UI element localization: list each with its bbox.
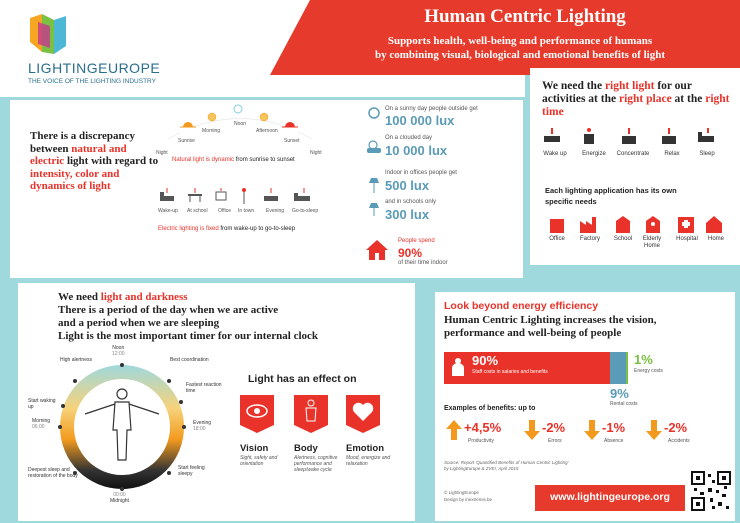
discrepancy-text: There is a discrepancy between natural and electric light with regard to intensity, color and dynamics of light xyxy=(30,130,159,192)
benefit-errors-value: -2% xyxy=(542,420,566,435)
benefit-productivity-label: Productivity xyxy=(468,438,494,444)
noon-sun-icon xyxy=(234,105,242,113)
lux-caption-schools: and in schools only xyxy=(385,199,437,205)
arrow-down-icon xyxy=(646,420,662,440)
benefit-accidents-label: Accidents xyxy=(668,438,690,444)
lux-caption-offices: Indoor in offices people get xyxy=(385,170,457,176)
sunrise-icon xyxy=(180,122,196,133)
staff-cost-value: 90% xyxy=(472,353,499,368)
sofa-icon xyxy=(264,188,278,201)
elderly-home-icon xyxy=(646,216,660,233)
school-desk-icon xyxy=(188,188,202,202)
lux-value-sunny: 100 000 lux xyxy=(385,113,455,128)
clock-fastest-reaction: Fastest reaction time xyxy=(186,382,222,394)
indoor-caption: People spend xyxy=(398,238,435,244)
darkness-line-2: There is a period of the day when we are active xyxy=(58,304,279,316)
right-light-heading: We need the right light for our activities at the right place at the right time xyxy=(542,80,730,118)
source-note-2: by LightingEurope & ZVEI, April 2015 xyxy=(444,466,519,471)
staff-people-icon xyxy=(448,356,468,378)
darkness-line-3: and a period when we are sleeping xyxy=(58,317,220,329)
clock-noon: Noon 12:00 xyxy=(112,345,125,357)
lamp-icon xyxy=(369,203,379,216)
relax-icon xyxy=(662,128,676,144)
body-label: Body xyxy=(294,443,318,454)
place-home: Home xyxy=(707,236,724,242)
arrow-up-icon xyxy=(446,420,462,440)
hospital-icon xyxy=(678,217,694,233)
school-icon xyxy=(616,216,630,233)
benefit-absence-value: -1% xyxy=(602,420,626,435)
place-school: School xyxy=(613,236,633,242)
indoor-tail: of their time indoor xyxy=(398,260,448,266)
darkness-heading: We need light and darkness xyxy=(58,291,188,303)
benefit-errors-label: Errors xyxy=(548,438,562,444)
sun-path-diagram xyxy=(150,103,330,163)
activity-concentrate: Concentrate xyxy=(616,151,650,157)
rental-cost-segment xyxy=(610,352,626,384)
activity-icons xyxy=(542,128,722,148)
street-lamp-icon xyxy=(242,188,246,204)
emotion-label: Emotion xyxy=(346,443,384,454)
energy-cost-value: 1% xyxy=(634,352,653,367)
place-elderly-home: Elderly Home xyxy=(642,236,662,249)
electric-light-caption: Electric lighting is fixed from wake-up to go-to-sleep xyxy=(158,226,296,232)
body-icon xyxy=(294,395,328,433)
sun-label-sunrise: Sunrise xyxy=(178,138,195,144)
sun-label-noon: Noon xyxy=(234,121,246,127)
afternoon-sun-icon xyxy=(260,113,268,121)
place-hospital: Hospital xyxy=(676,236,698,242)
sun-label-night-2: Night xyxy=(310,150,322,156)
morning-sun-icon xyxy=(208,113,216,121)
electric-lighting-icons xyxy=(158,188,328,206)
beyond-line-2: performance and well-being of people xyxy=(444,327,622,339)
office-icon xyxy=(216,188,226,200)
energy-cost-label: Energy costs xyxy=(634,368,663,374)
logo-name: LIGHTINGEUROPE xyxy=(28,60,161,76)
lux-value-clouded: 10 000 lux xyxy=(385,143,448,158)
darkness-line-4: Light is the most important timer for our internal clock xyxy=(58,330,319,342)
electric-label-sleep: Go-to-sleep xyxy=(292,208,319,214)
electric-label-evening: Evening xyxy=(266,208,285,214)
lux-value-offices: 500 lux xyxy=(385,178,430,193)
activity-relax: Relax xyxy=(664,151,680,157)
sun-label-sunset: Sunset xyxy=(284,138,300,144)
activity-energize: Energize xyxy=(582,151,606,157)
vision-icon xyxy=(240,395,274,433)
lux-icons xyxy=(365,103,385,223)
effects-title: Light has an effect on xyxy=(248,373,357,385)
electric-label-school: At school xyxy=(187,208,208,214)
house-icon xyxy=(365,238,389,262)
natural-light-caption: Natural light is dynamic from sunrise to sunset xyxy=(172,157,295,163)
electric-label-town: In town xyxy=(238,208,255,214)
sun-label-afternoon: Afternoon xyxy=(256,128,278,134)
logo-tagline: THE VOICE OF THE LIGHTING INDUSTRY xyxy=(28,78,156,85)
examples-label: Examples of benefits: up to xyxy=(444,405,536,412)
electric-label-office: Office xyxy=(218,208,231,214)
rental-cost-label: Rental costs xyxy=(610,401,638,407)
lux-caption-sunny: On a sunny day people outside get xyxy=(385,106,478,112)
sun-icon xyxy=(369,108,379,118)
copyright: © LightingEurope xyxy=(444,490,479,495)
sleep-bed-icon xyxy=(294,188,310,201)
vision-desc: Sight, safety and orientation xyxy=(240,455,278,467)
sleep-icon xyxy=(698,128,714,142)
moon-icon xyxy=(164,129,172,138)
clock-deepest-sleep: Deepest sleep and restoration of the body xyxy=(28,467,78,479)
clock-start-waking: Start waking up xyxy=(28,398,56,410)
lightingeurope-logo-icon xyxy=(28,12,68,56)
arrow-down-icon xyxy=(584,420,600,440)
benefit-accidents-value: -2% xyxy=(664,420,688,435)
staff-cost-label: Staff costs in salaries and benefits xyxy=(472,369,548,375)
clock-evening: Evening 18:00 xyxy=(193,420,212,432)
clock-feeling-sleepy: Start feeling sleepy xyxy=(178,465,205,477)
lux-caption-clouded: On a clouded day xyxy=(385,135,433,141)
cloud-sun-icon xyxy=(367,141,381,153)
sunset-icon xyxy=(282,122,298,133)
clock-midnight: 00:00 Midnight xyxy=(110,492,129,504)
beyond-title: Look beyond energy efficiency xyxy=(444,300,599,312)
clock-high-alertness: High alertness xyxy=(60,357,92,363)
clock-best-coordination: Best coordination xyxy=(170,357,209,363)
place-factory: Factory xyxy=(579,236,600,242)
lux-value-schools: 300 lux xyxy=(385,207,430,222)
website-link[interactable]: www.lightingeurope.org xyxy=(550,491,670,503)
design-credit: Design by inextremis.be xyxy=(444,497,493,502)
arrow-down-icon xyxy=(524,420,540,440)
electric-label-wakeup: Wake-up xyxy=(158,208,178,214)
banner-subtitle-1: Supports health, well-being and performance of humans xyxy=(387,35,653,47)
staff-cost-segment xyxy=(444,352,610,384)
activity-wake-up: Wake up xyxy=(543,151,567,157)
rental-cost-value: 9% xyxy=(610,386,629,401)
emotion-icon xyxy=(346,395,380,433)
banner-subtitle-2: by combining visual, biological and emotional benefits of light xyxy=(374,49,665,61)
needs-text: Each lighting application has its own specific needs xyxy=(545,186,677,206)
benefit-productivity-value: +4,5% xyxy=(464,420,502,435)
indoor-value: 90% xyxy=(398,246,423,260)
place-office: Office xyxy=(549,236,565,242)
vision-label: Vision xyxy=(240,443,269,454)
concentrate-icon xyxy=(622,128,636,144)
banner-title: Human Centric Lighting xyxy=(424,6,626,27)
lamp-icon xyxy=(369,178,379,193)
benefit-absence-label: Absence xyxy=(604,438,624,444)
home-icon xyxy=(706,216,722,233)
place-icons xyxy=(548,213,728,235)
beyond-line-1: Human Centric Lighting increases the vision, xyxy=(444,314,657,326)
activity-sleep: Sleep xyxy=(699,151,715,157)
qr-code-icon[interactable] xyxy=(690,470,732,512)
energy-cost-segment xyxy=(626,352,628,384)
clock-morning: Morning 06:00 xyxy=(32,418,51,430)
sun-label-morning: Morning xyxy=(202,128,221,134)
body-desc: Alertness, cognitive performance and sleep/wake cycle xyxy=(294,455,338,473)
factory-icon xyxy=(580,217,596,233)
bed-icon xyxy=(160,188,174,201)
sun-label-night: Night xyxy=(156,150,168,156)
office-building-icon xyxy=(550,219,564,233)
source-note-1: Source: Report 'Quantified Benefits of Human Centric Lighting' xyxy=(444,460,569,465)
emotion-desc: Mood, energize and relaxation xyxy=(346,455,391,467)
energize-icon xyxy=(584,128,594,144)
wake-up-icon xyxy=(544,128,560,142)
moon-icon xyxy=(310,129,318,138)
